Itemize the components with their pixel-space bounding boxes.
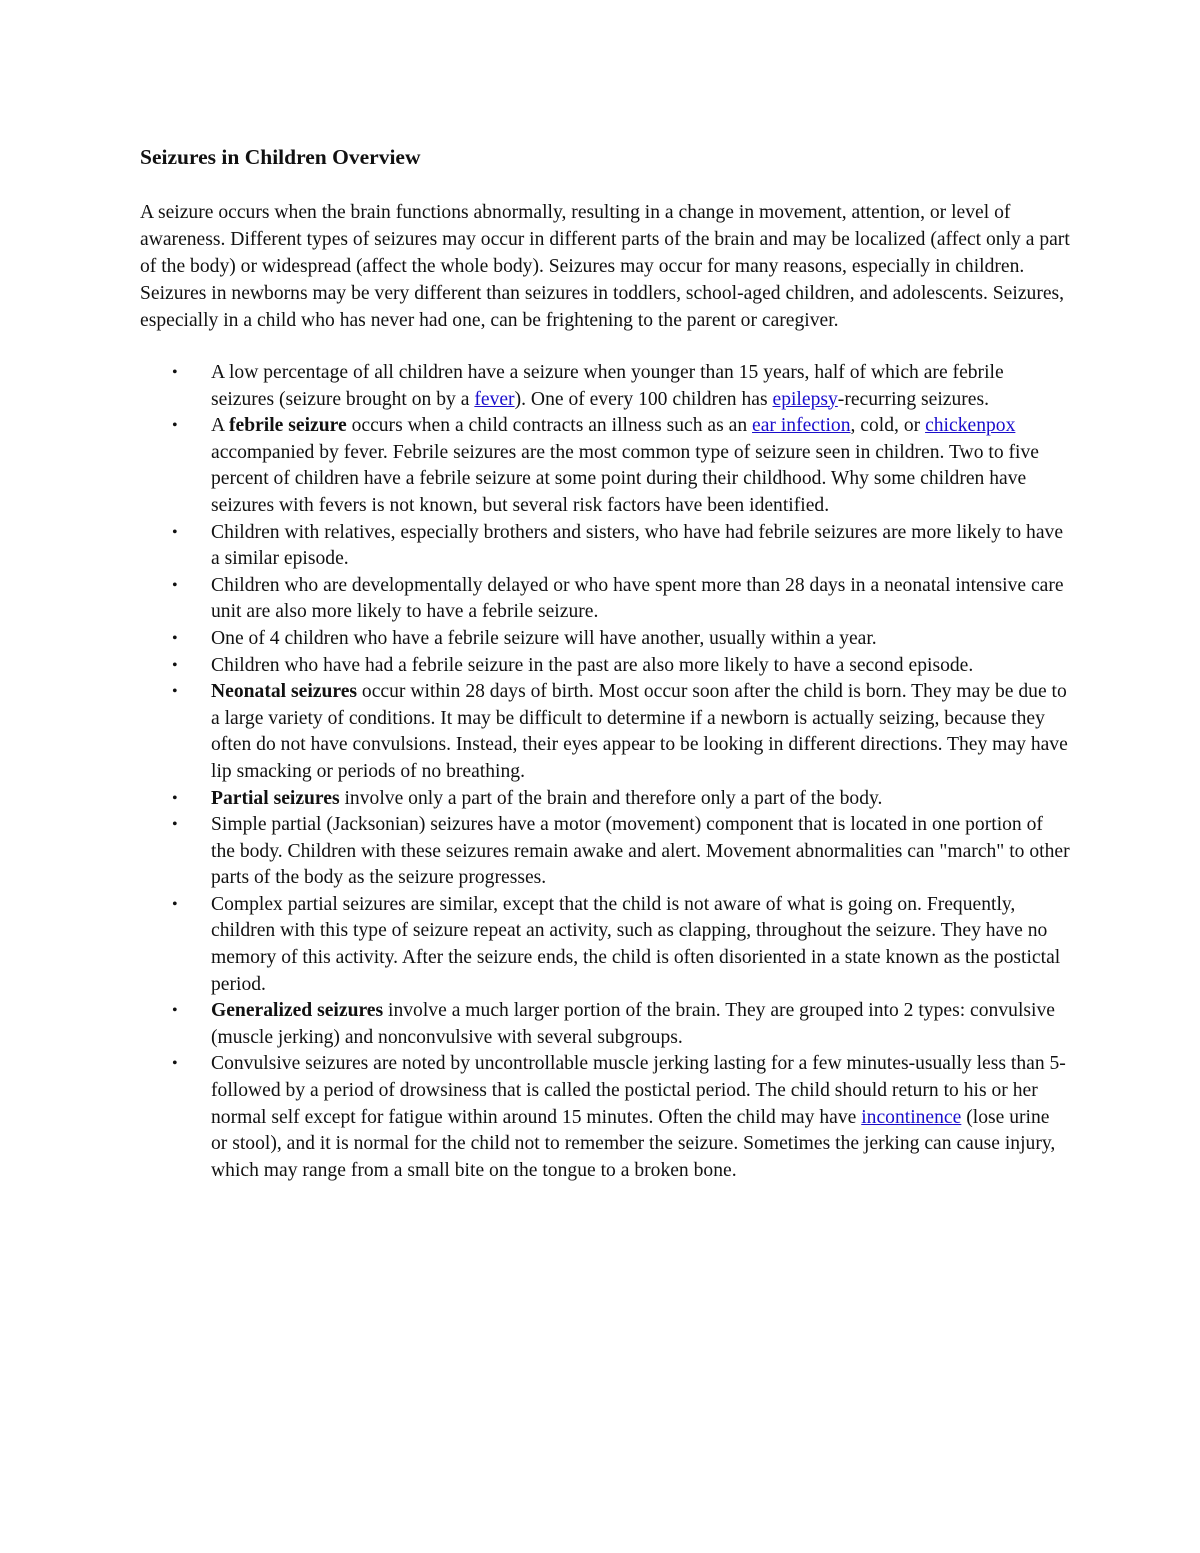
list-item-one-of-four <box>140 626 1070 653</box>
bold-term: febrile seizure <box>228 415 347 437</box>
item-text: Complex partial seizures are similar, except that the child is not aware of what is going on. Frequently, children with this type of seizure repeat an activity, such as clapping, throughout the seizure. They have no memory of this activity. After the seizure ends, the child is often disoriented in a state known as the postictal period. <box>211 893 1061 995</box>
item-text: involve a much larger portion of the brain. They are grouped into 2 types: convulsive (muscle jerking) and nonconvulsive with several subgroups. <box>211 1000 1055 1048</box>
item-text: , cold, or <box>850 415 926 437</box>
list-item-generalized <box>140 998 1070 1051</box>
item-text: One of 4 children who have a febrile seizure will have another, usually within a year. <box>211 627 877 649</box>
bullet-icon: • <box>172 656 178 674</box>
list-item-convulsive <box>140 1051 1070 1184</box>
item-text: occur within 28 days of birth. Most occur soon after the child is born. They may be due to a large variety of conditions. It may be difficult to determine if a newborn is actually seizing, because they often do not have convulsions. Instead, their eyes appear to be looking in different directions. They may have lip smacking or periods of no breathing. <box>211 681 1068 782</box>
list-item-low-percentage <box>140 360 1070 413</box>
epilepsy-link[interactable]: epilepsy <box>772 388 838 410</box>
item-text: ). One of every 100 children has <box>514 388 773 410</box>
incontinence-link[interactable]: incontinence <box>861 1106 962 1128</box>
item-text: occurs when a child contracts an illness such as an <box>346 415 753 437</box>
fever-link[interactable]: fever <box>474 388 515 410</box>
item-text: Children who are developmentally delayed or who have spent more than 28 days in a neonatal intensive care unit are also more likely to have a febrile seizure. <box>211 574 1064 623</box>
bullet-icon: • <box>172 895 178 913</box>
list-item-simple-partial <box>140 812 1070 892</box>
bullet-icon: • <box>172 683 178 701</box>
item-text: Children who have had a febrile seizure in the past are also more likely to have a second episode. <box>211 654 974 676</box>
item-text: Convulsive seizures are noted by uncontrollable muscle jerking lasting for a few minutes-usually less than 5-followed by a period of drowsiness that is called the postictal period. The child should return to his or her normal self except for fatigue within around 15 minutes. Often the child may have <box>211 1053 1066 1128</box>
bullet-icon: • <box>172 1055 178 1073</box>
item-text: A <box>211 415 229 437</box>
list-item-developmentally-delayed <box>140 573 1070 626</box>
bullet-icon: • <box>172 417 178 435</box>
bullet-list <box>140 360 1070 1184</box>
bullet-icon: • <box>172 629 178 647</box>
document-page <box>140 142 1070 1184</box>
bold-term: Partial seizures <box>211 787 340 809</box>
item-text: A low percentage of all children have a seizure when younger than 15 years, half of which are febrile seizures (seizure brought on by a <box>211 362 1004 410</box>
item-text: Simple partial (Jacksonian) seizures have a motor (movement) component that is located in one portion of the body. Children with these seizures remain awake and alert. Movement abnormalities can "march" to other parts of the body as the seizure progresses. <box>211 814 1070 889</box>
list-item-partial <box>140 786 1070 813</box>
bold-term: Neonatal seizures <box>211 681 358 703</box>
item-text: (lose urine or stool), and it is normal for the child not to remember the seizure. Sometimes the jerking can cause injury, which may range from a small bite on the tongue to a broken bone. <box>211 1106 1056 1181</box>
item-text: -recurring seizures. <box>837 388 990 410</box>
bullet-icon: • <box>172 789 178 807</box>
bullet-icon: • <box>172 364 178 381</box>
intro-paragraph: A seizure occurs when the brain functions abnormally, resulting in a change in movement, attention, or level of awareness. Different types of seizures may occur in different parts of the brain and may be localized (affect only a part of the body) or widespread (affect the whole body). Seizures may occur for many reasons, especially in children. Seizures in newborns may be very different than seizures in toddlers, school-aged children, and adolescents. Seizures, especially in a child who has never had one, can be frightening to the parent or caregiver. <box>140 202 1070 331</box>
list-item-febrile-seizure <box>140 413 1070 519</box>
bullet-icon: • <box>172 523 178 541</box>
list-item-complex-partial <box>140 892 1070 998</box>
list-item-relatives <box>140 520 1070 573</box>
document-title: Seizures in Children Overview <box>140 145 421 169</box>
bullet-icon: • <box>172 816 178 834</box>
list-item-past-febrile <box>140 653 1070 680</box>
item-text: Children with relatives, especially brothers and sisters, who have had febrile seizures are more likely to have a similar episode. <box>211 521 1064 570</box>
bullet-icon: • <box>172 1002 178 1020</box>
chickenpox-link[interactable]: chickenpox <box>925 415 1016 437</box>
item-text: accompanied by fever. Febrile seizures are the most common type of seizure seen in children. Two to five percent of children have a febrile seizure at some point during their childhood. Why some children have seizures with fevers is not known, but several risk factors have been identified. <box>211 441 1039 516</box>
bold-term: Generalized seizures <box>211 1000 384 1022</box>
bullet-icon: • <box>172 576 178 594</box>
ear-infection-link[interactable]: ear infection <box>752 415 851 437</box>
list-item-neonatal <box>140 679 1070 785</box>
item-text: involve only a part of the brain and therefore only a part of the body. <box>339 787 883 809</box>
